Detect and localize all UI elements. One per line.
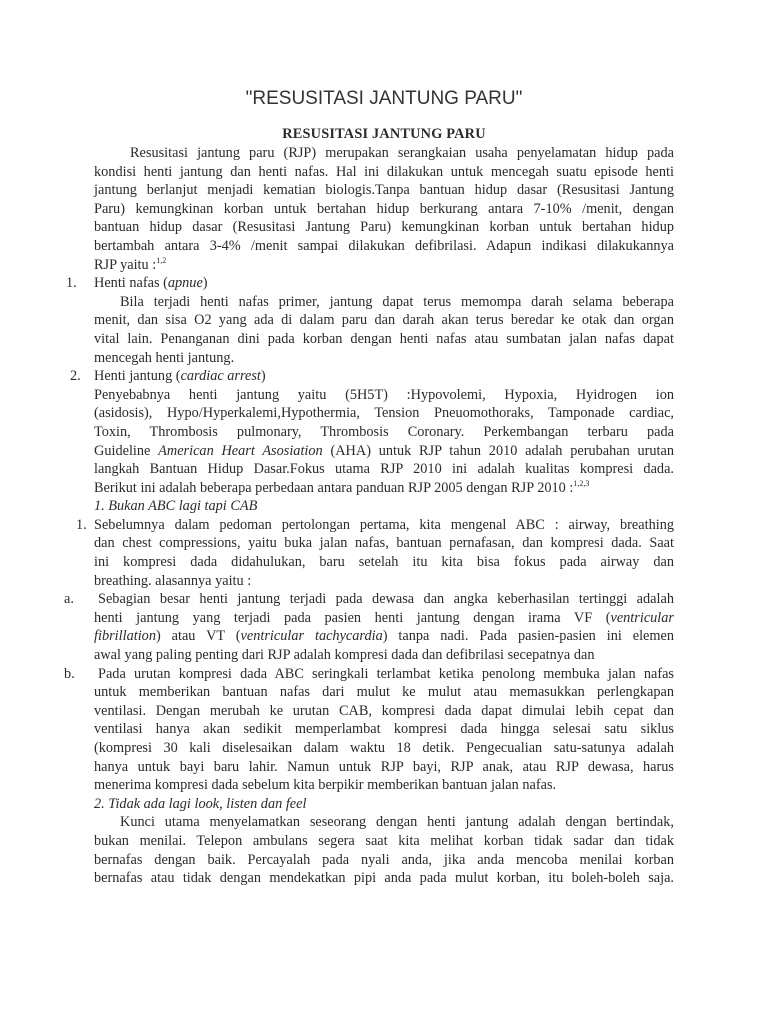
citation: 1,2,3 — [573, 478, 590, 488]
paragraph-line: Toxin, Thrombosis pulmonary, Thrombosis Coronary. Perkembangan terbaru pada — [94, 423, 674, 440]
intro-line: Resusitasi jantung paru (RJP) merupakan serangkaian usaha penyelamatan hidup pada — [130, 145, 674, 161]
paragraph-line: Kunci utama menyelamatkan seseorang dengan henti jantung adalah dengan bertindak, — [120, 814, 674, 831]
paragraph-line: Penyebabnya henti jantung yaitu (5H5T) :Hypovolemi, Hypoxia, Hyidrogen ion — [94, 386, 674, 403]
paragraph-line: bernafas atau tidak dengan mendekatkan pipi anda pada mulut korban, itu boleh-boleh saja. — [94, 870, 674, 887]
paragraph-line — [94, 479, 674, 498]
paragraph-line: vital lain. Penanganan dini pada korban dengan henti nafas atau sumbatan jalan nafas dapat — [94, 330, 674, 347]
paragraph-line: breathing. alasannya yaitu : — [94, 572, 252, 589]
intro-last-text: RJP yaitu : — [94, 256, 157, 273]
paragraph-line: menerima kompresi dada sebelum kita berpikir memberikan bantuan jalan nafas. — [94, 777, 557, 794]
list-number: 1. — [76, 516, 87, 533]
intro-paragraph — [94, 144, 674, 274]
paragraph-line: (kompresi 30 kali diselesaikan dalam waktu 18 detik. Pengecualian satu-satunya adalah — [94, 740, 674, 756]
list-number: 2. — [70, 368, 81, 385]
abc-paragraph — [94, 534, 674, 590]
paragraph-line — [94, 609, 674, 628]
list-item-a — [64, 590, 675, 664]
list-item-label — [94, 367, 674, 386]
list-item-label — [94, 274, 674, 293]
henti-nafas-paragraph — [94, 293, 674, 367]
citation: 1,2 — [156, 255, 167, 265]
paragraph-line: mencegah henti jantung. — [94, 349, 235, 366]
intro-line: jantung berlanjut menjadi kematian biologis.Tanpa bantuan hidup dasar (Resusitasi Jantung — [94, 182, 674, 199]
text: ) tanpa nadi. Pada pasien-pasien ini elemen — [382, 628, 675, 645]
paragraph-line: hanya untuk bayi baru lahir. Namun untuk RJP bayi, RJP anak, atau RJP dewasa, harus — [94, 758, 674, 775]
subheading — [94, 795, 674, 814]
paragraph-line: dan chest compressions, yaitu buka jalan nafas, bantuan pernafasan, dan kompresi dada. Saat — [94, 535, 674, 552]
intro-line: Paru) kemungkinan korban untuk bertahan hidup berkurang antara 7-10% /menit, dengan — [94, 200, 674, 217]
label-italic: apnue — [167, 275, 203, 292]
section-heading: RESUSITASI JANTUNG PARU — [282, 126, 486, 142]
subheading-text: 2. Tidak ada lagi look, listen dan feel — [94, 795, 307, 812]
italic-text: fibrillation — [94, 628, 156, 645]
italic-text: ventricular — [610, 609, 674, 626]
paragraph-line: untuk memberikan bantuan nafas dari mulut ke mulut atau memasukkan perlengkapan — [94, 684, 674, 701]
intro-last-line — [94, 256, 674, 275]
paragraph-line: Sebelumnya dalam pedoman pertolongan pertama, kita mengenal ABC : airway, breathing — [94, 516, 674, 533]
subheading-text: 1. Bukan ABC lagi tapi CAB — [94, 498, 258, 515]
italic-text: American Heart Asosiation — [158, 442, 323, 459]
label-text: ) — [202, 275, 208, 292]
paragraph-line: bernafas dengan baik. Percayalah pada nyali anda, jika anda mencoba menilai korban — [94, 851, 674, 868]
paragraph-line — [94, 627, 674, 646]
paragraph-line: ini kompresi dada didahulukan, baru setelah itu kita bisa fokus pada airway dan — [94, 554, 674, 571]
label-text: Henti jantung ( — [94, 368, 181, 385]
paragraph-line: ventilasi. Dengan merubah ke urutan CAB, kompresi dada dapat dimulai lebih cepat dan — [94, 702, 674, 719]
page-title: "RESUSITASI JANTUNG PARU" — [245, 88, 523, 109]
henti-jantung-paragraph — [94, 386, 674, 516]
paragraph-line: menit, dan sisa O2 yang ada di dalam paru dan darah akan terus beredar ke otak dan organ — [94, 312, 674, 329]
paragraph-line: awal yang paling penting dari RJP adalah kompresi dada dan defibrilasi secepatnya dan — [94, 647, 595, 664]
paragraph-line: Sebagian besar henti jantung terjadi pada dewasa dan angka keberhasilan tertinggi adalah — [98, 591, 674, 608]
paragraph-line: (asidosis), Hypo/Hyperkalemi,Hypothermia, Tension Pneuomothoraks, Tamponade cardiac, — [94, 405, 674, 422]
list-item-henti-jantung — [70, 367, 674, 386]
list-letter: b. — [64, 665, 75, 682]
paragraph-line: ventilasi hanya akan sedikit memperlambat kompresi dada hingga selesai satu siklus — [94, 721, 674, 738]
text: Berikut ini adalah beberapa perbedaan antara panduan RJP 2005 dengan RJP 2010 : — [94, 479, 574, 496]
italic-text: ventricular tachycardia — [240, 628, 383, 645]
look-listen-feel-section — [94, 795, 674, 888]
list-letter: a. — [64, 591, 74, 608]
list-item-b — [64, 665, 674, 795]
paragraph-line: Bila terjadi henti nafas primer, jantung dapat terus memompa darah selama beberapa — [120, 293, 674, 310]
text: (AHA) untuk RJP tahun 2010 adalah perubahan urutan — [322, 442, 675, 459]
subheading — [94, 497, 674, 516]
label-italic: cardiac arrest — [180, 368, 261, 385]
document-body — [0, 144, 768, 888]
list-item-abc — [76, 516, 674, 535]
text: Guideline — [94, 442, 159, 459]
list-item-henti-nafas — [66, 274, 674, 293]
list-number: 1. — [66, 275, 77, 292]
paragraph-line — [94, 442, 674, 461]
paragraph-line: langkah Bantuan Hidup Dasar.Fokus utama RJP 2010 ini adalah kualitas kompresi dada. — [94, 461, 674, 478]
intro-line: bantuan hidup dasar (Resusitasi Jantung Paru) kemungkinan korban untuk bertahan hidup — [94, 219, 674, 236]
intro-line: kondisi henti jantung dan henti nafas. Hal ini dilakukan untuk mencegah suatu episode henti — [94, 163, 674, 180]
intro-line: bertambah antara 3-4% /menit sampai dilakukan defibrilasi. Adapun indikasi dilakukannya — [94, 237, 674, 254]
label-text: Henti nafas ( — [94, 275, 168, 292]
paragraph-line: Pada urutan kompresi dada ABC seringkali terlambat ketika penolong membuka jalan nafas — [98, 665, 674, 682]
text: henti jantung yang terjadi pada pasien henti jantung dengan irama VF ( — [94, 609, 611, 626]
paragraph-line: bukan menilai. Telepon ambulans segera saat kita melihat korban tidak sadar dan tidak — [94, 832, 674, 849]
text: ) atau VT ( — [155, 628, 241, 645]
label-text: ) — [260, 368, 266, 385]
